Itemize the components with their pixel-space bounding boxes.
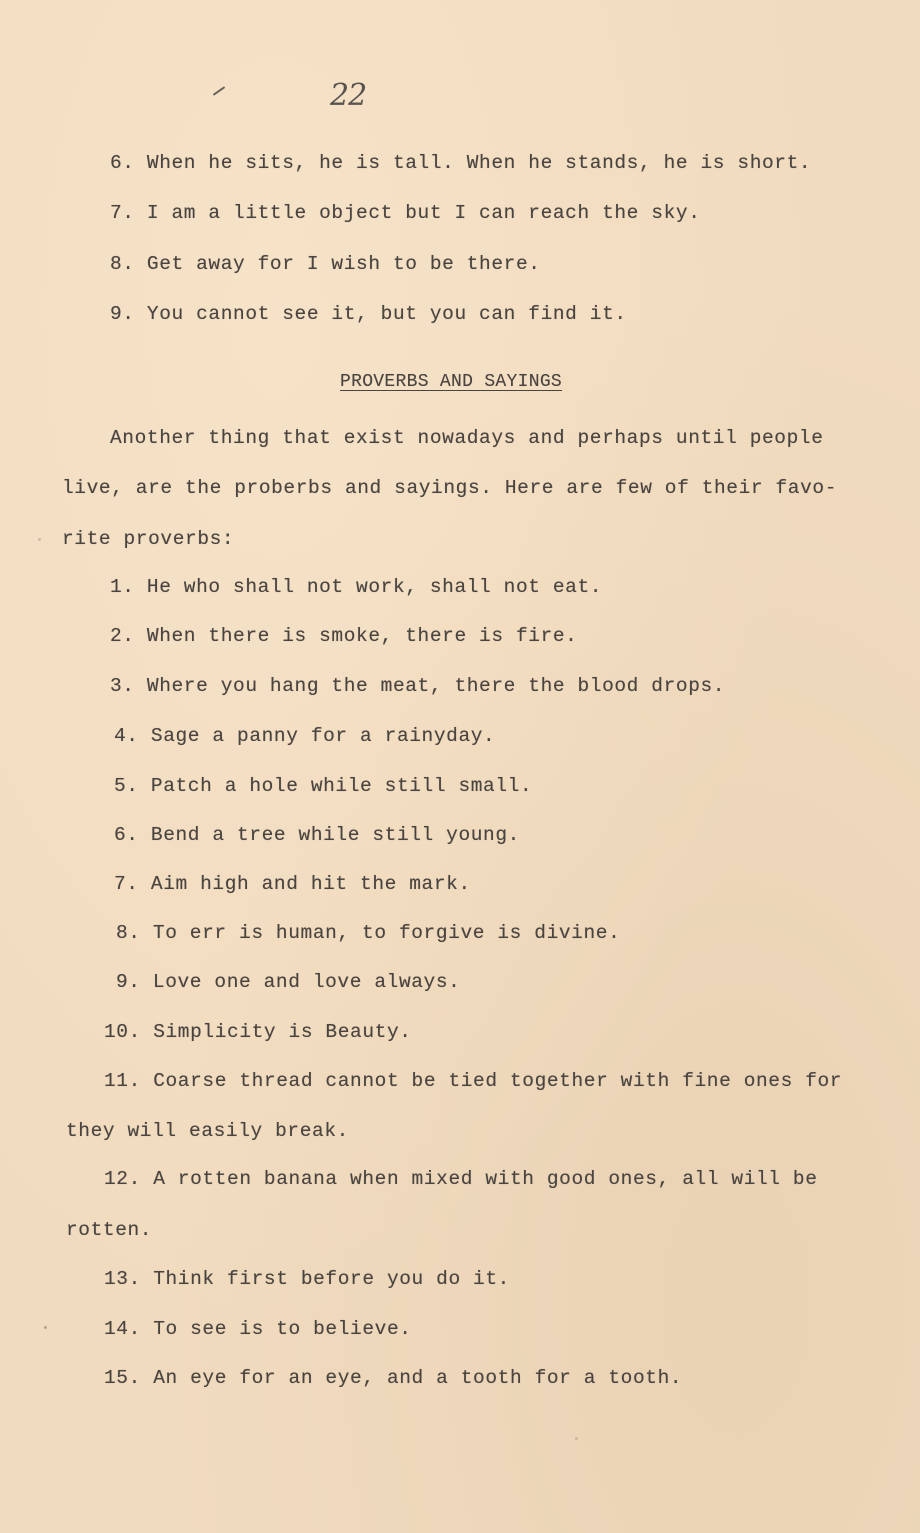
intro-line: rite proverbs:: [62, 528, 235, 550]
proverb-item: 2. When there is smoke, there is fire.: [110, 625, 578, 647]
proverb-continuation: rotten.: [66, 1219, 153, 1241]
section-heading: PROVERBS AND SAYINGS: [340, 372, 563, 392]
proverb-item: 14. To see is to believe.: [104, 1318, 412, 1340]
proverb-item: 4. Sage a panny for a rainyday.: [114, 725, 496, 747]
intro-line: live, are the proberbs and sayings. Here are few of their favo-: [62, 477, 838, 499]
paper-speck: [38, 538, 41, 541]
intro-line: Another thing that exist nowadays and perhaps until people: [110, 427, 824, 449]
paper-speck: [575, 1437, 578, 1440]
proverb-item: 5. Patch a hole while still small.: [114, 775, 533, 797]
proverb-item: 9. Love one and love always.: [116, 971, 461, 993]
proverb-item: 6. Bend a tree while still young.: [114, 824, 520, 846]
riddle-line: 8. Get away for I wish to be there.: [110, 253, 541, 275]
proverb-item: 1. He who shall not work, shall not eat.: [110, 576, 603, 598]
proverb-item: 10. Simplicity is Beauty.: [104, 1021, 412, 1043]
proverb-continuation: they will easily break.: [66, 1120, 349, 1142]
riddle-line: 7. I am a little object but I can reach the sky.: [110, 202, 701, 224]
proverb-item: 3. Where you hang the meat, there the blood drops.: [110, 675, 726, 697]
paper-speck: [44, 1326, 47, 1329]
riddle-line: 9. You cannot see it, but you can find it.: [110, 303, 627, 325]
proverb-item: 13. Think first before you do it.: [104, 1268, 510, 1290]
proverb-item: 8. To err is human, to forgive is divine.: [116, 922, 621, 944]
proverb-item: 7. Aim high and hit the mark.: [114, 873, 471, 895]
proverb-item: 15. An eye for an eye, and a tooth for a tooth.: [104, 1367, 683, 1389]
riddle-line: 6. When he sits, he is tall. When he stands, he is short.: [110, 152, 812, 174]
pencil-mark: [213, 86, 226, 96]
proverb-item: 12. A rotten banana when mixed with good ones, all will be: [104, 1168, 818, 1190]
proverb-item: 11. Coarse thread cannot be tied together with fine ones for: [104, 1070, 843, 1092]
page-number: 22: [330, 78, 367, 113]
